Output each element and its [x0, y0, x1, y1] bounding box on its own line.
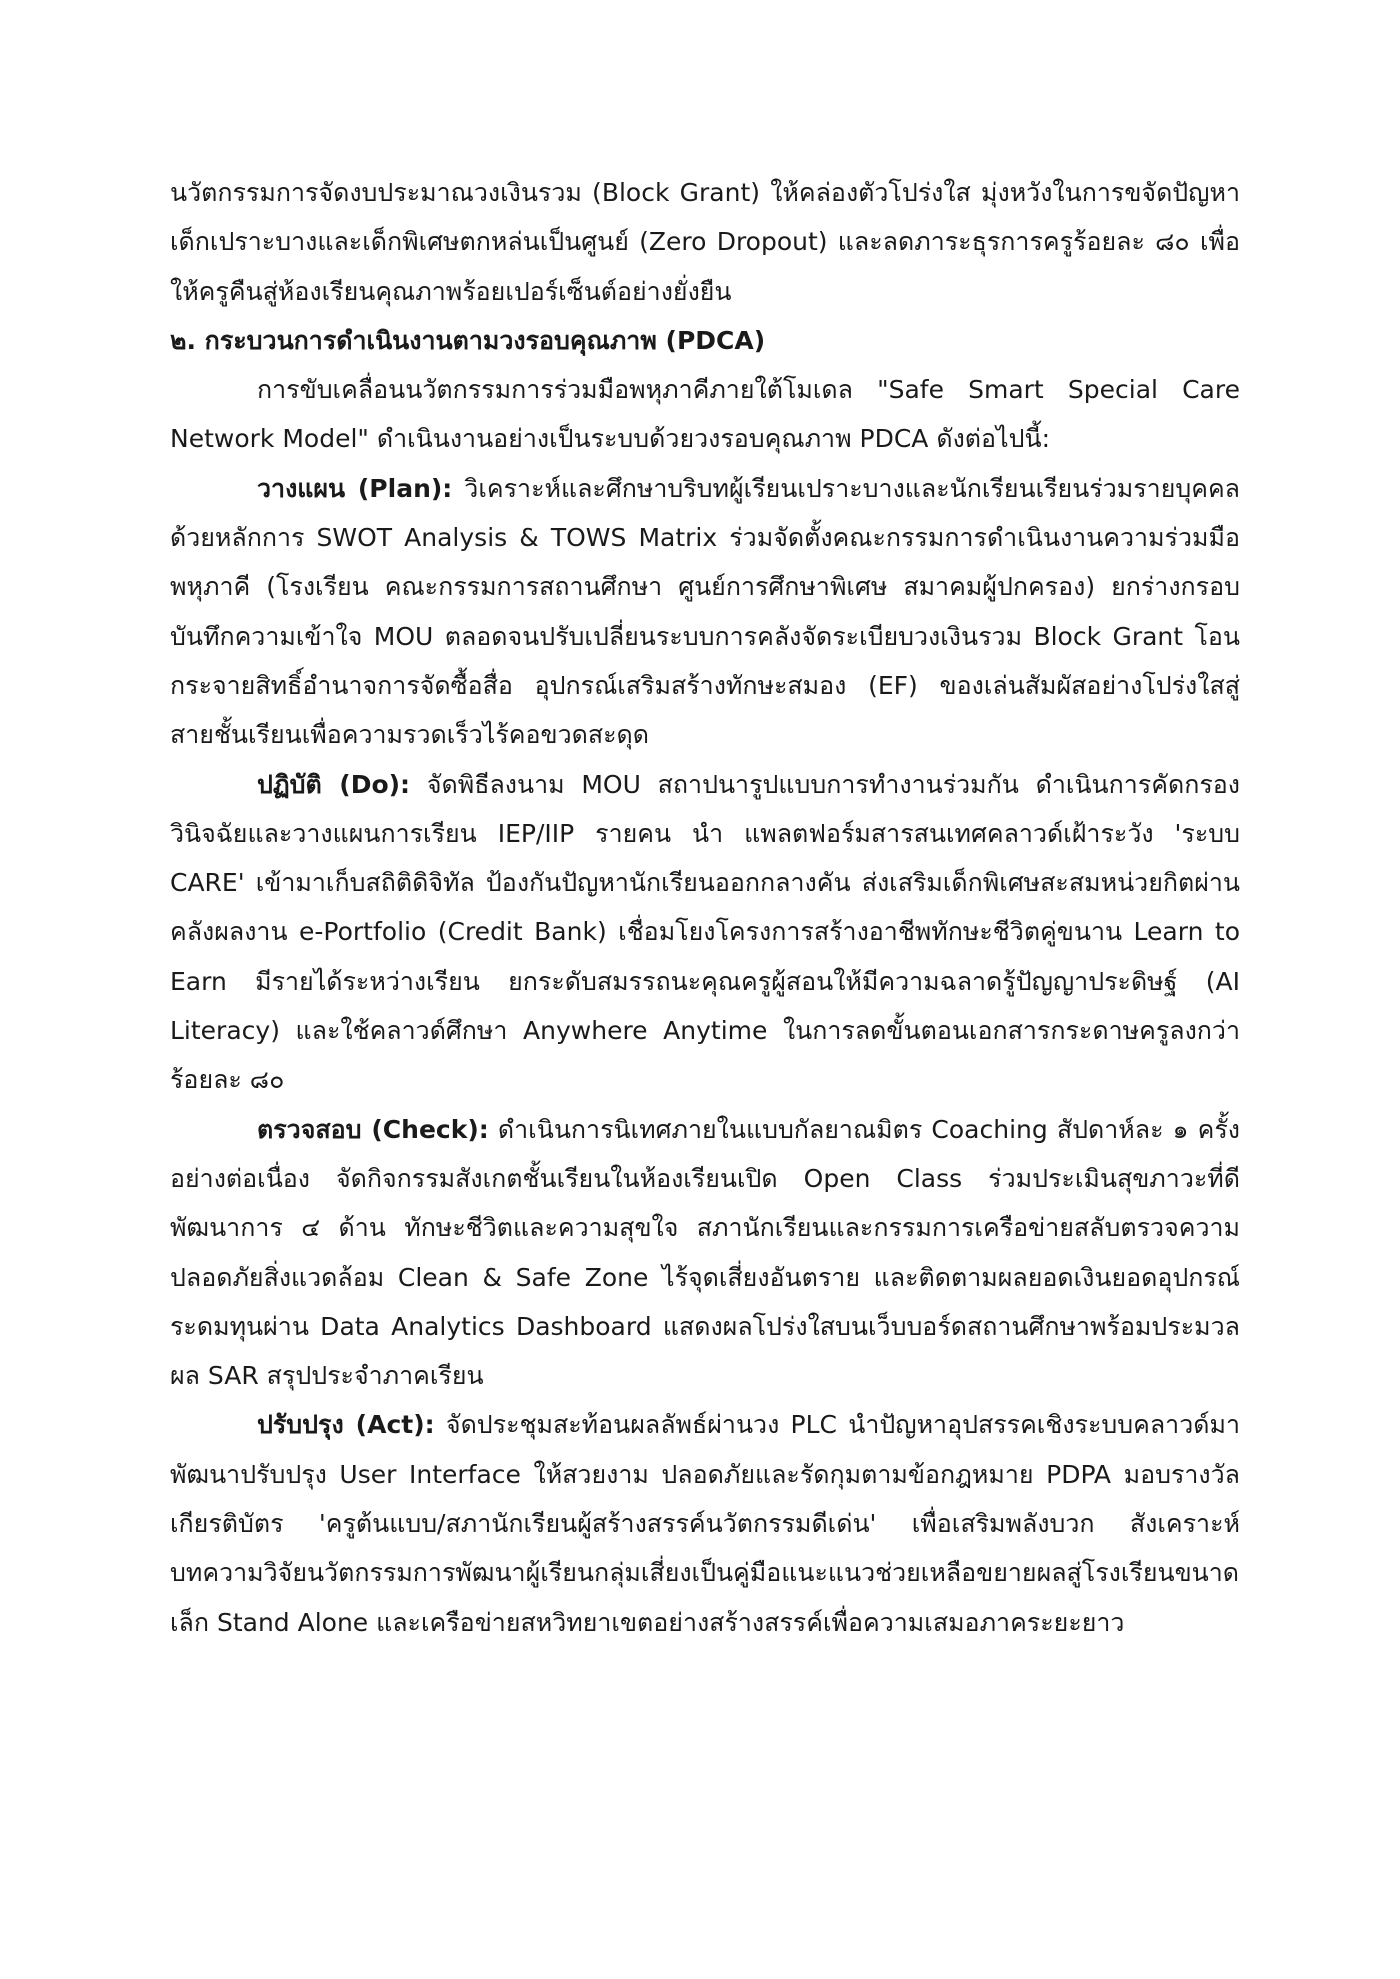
do-text: จัดพิธีลงนาม MOU สถาปนารูปแบบการทำงานร่วมกัน ดำเนินการคัดกรอง วินิจฉัยและวางแผนการเรียน IEP/IIP รายคน นำ แพลตฟอร์มสารสนเทศคลาวด์เฝ้าระวัง 'ระบบ CARE' เข้ามาเก็บสถิติดิจิทัล ป้องกันปัญหานักเรียนออกกลางคัน ส่งเสริมเด็กพิเศษสะสมหน่วยกิตผ่านคลังผลงาน e-Portfolio (Credit Bank) เชื่อมโยงโครงการสร้างอาชีพทักษะชีวิตคู่ขนาน Learn to Earn มีรายได้ระหว่างเรียน ยกระดับสมรรถนะคุณครูผู้สอนให้มีความฉลาดรู้ปัญญาประดิษฐ์ (AI Literacy) และใช้คลาวด์ศึกษา Anywhere Anytime ในการลดขั้นตอนเอกสารกระดาษครูลงกว่าร้อยละ ๘๐	[170, 769, 1240, 1095]
check-paragraph	[170, 1105, 1240, 1401]
do-label: ปฏิบัติ (Do):	[257, 769, 411, 799]
act-label: ปรับปรุง (Act):	[257, 1410, 435, 1440]
plan-text: วิเคราะห์และศึกษาบริบทผู้เรียนเปราะบางและนักเรียนเรียนร่วมรายบุคคลด้วยหลักการ SWOT Analysis & TOWS Matrix ร่วมจัดตั้งคณะกรรมการดำเนินงานความร่วมมือพหุภาคี (โรงเรียน คณะกรรมการสถานศึกษา ศูนย์การศึกษาพิเศษ สมาคมผู้ปกครอง) ยกร่างกรอบบันทึกความเข้าใจ MOU ตลอดจนปรับเปลี่ยนระบบการคลังจัดระเบียบวงเงินรวม Block Grant โอนกระจายสิทธิ์อำนาจการจัดซื้อสื่อ อุปกรณ์เสริมสร้างทักษะสมอง (EF) ของเล่นสัมผัสอย่างโปร่งใสสู่สายชั้นเรียนเพื่อความรวดเร็วไร้คอขวดสะดุด	[170, 473, 1240, 750]
check-label: ตรวจสอบ (Check):	[257, 1114, 489, 1144]
do-paragraph	[170, 760, 1240, 1105]
section-intro-paragraph: การขับเคลื่อนนวัตกรรมการร่วมมือพหุภาคีภายใต้โมเดล "Safe Smart Special Care Network Model" ดำเนินงานอย่างเป็นระบบด้วยวงรอบคุณภาพ PDCA ดังต่อไปนี้:	[170, 375, 1240, 454]
act-text: จัดประชุมสะท้อนผลลัพธ์ผ่านวง PLC นำปัญหาอุปสรรคเชิงระบบคลาวด์มาพัฒนาปรับปรุง User Interface ให้สวยงาม ปลอดภัยและรัดกุมตามข้อกฎหมาย PDPA มอบรางวัลเกียรติบัตร 'ครูต้นแบบ/สภานักเรียนผู้สร้างสรรค์นวัตกรรมดีเด่น' เพื่อเสริมพลังบวก สังเคราะห์บทความวิจัยนวัตกรรมการพัฒนาผู้เรียนกลุ่มเสี่ยงเป็นคู่มือแนะแนวช่วยเหลือขยายผลสู่โรงเรียนขนาดเล็ก Stand Alone และเครือข่ายสหวิทยาเขตอย่างสร้างสรรค์เพื่อความเสมอภาคระยะยาว	[170, 1410, 1240, 1637]
plan-label: วางแผน (Plan):	[257, 473, 453, 503]
intro-paragraph: นวัตกรรมการจัดงบประมาณวงเงินรวม (Block Grant) ให้คล่องตัวโปร่งใส มุ่งหวังในการขจัดปัญหาเด็กเปราะบางและเด็กพิเศษตกหล่นเป็นศูนย์ (Zero Dropout) และลดภาระธุรการครูร้อยละ ๘๐ เพื่อให้ครูคืนสู่ห้องเรียนคุณภาพร้อยเปอร์เซ็นต์อย่างยั่งยืน	[170, 178, 1240, 306]
document-body	[170, 168, 1240, 1647]
check-text: ดำเนินการนิเทศภายในแบบกัลยาณมิตร Coaching สัปดาห์ละ ๑ ครั้งอย่างต่อเนื่อง จัดกิจกรรมสังเกตชั้นเรียนในห้องเรียนเปิด Open Class ร่วมประเมินสุขภาวะที่ดี พัฒนาการ ๔ ด้าน ทักษะชีวิตและความสุขใจ สภานักเรียนและกรรมการเครือข่ายสลับตรวจความปลอดภัยสิ่งแวดล้อม Clean & Safe Zone ไร้จุดเสี่ยงอันตราย และติดตามผลยอดเงินยอดอุปกรณ์ระดมทุนผ่าน Data Analytics Dashboard แสดงผลโปร่งใสบนเว็บบอร์ดสถานศึกษาพร้อมประมวลผล SAR สรุปประจำภาคเรียน	[170, 1114, 1240, 1391]
plan-paragraph	[170, 464, 1240, 760]
act-paragraph	[170, 1400, 1240, 1646]
section-heading: ๒. กระบวนการดำเนินงานตามวงรอบคุณภาพ (PDCA)	[170, 325, 766, 355]
